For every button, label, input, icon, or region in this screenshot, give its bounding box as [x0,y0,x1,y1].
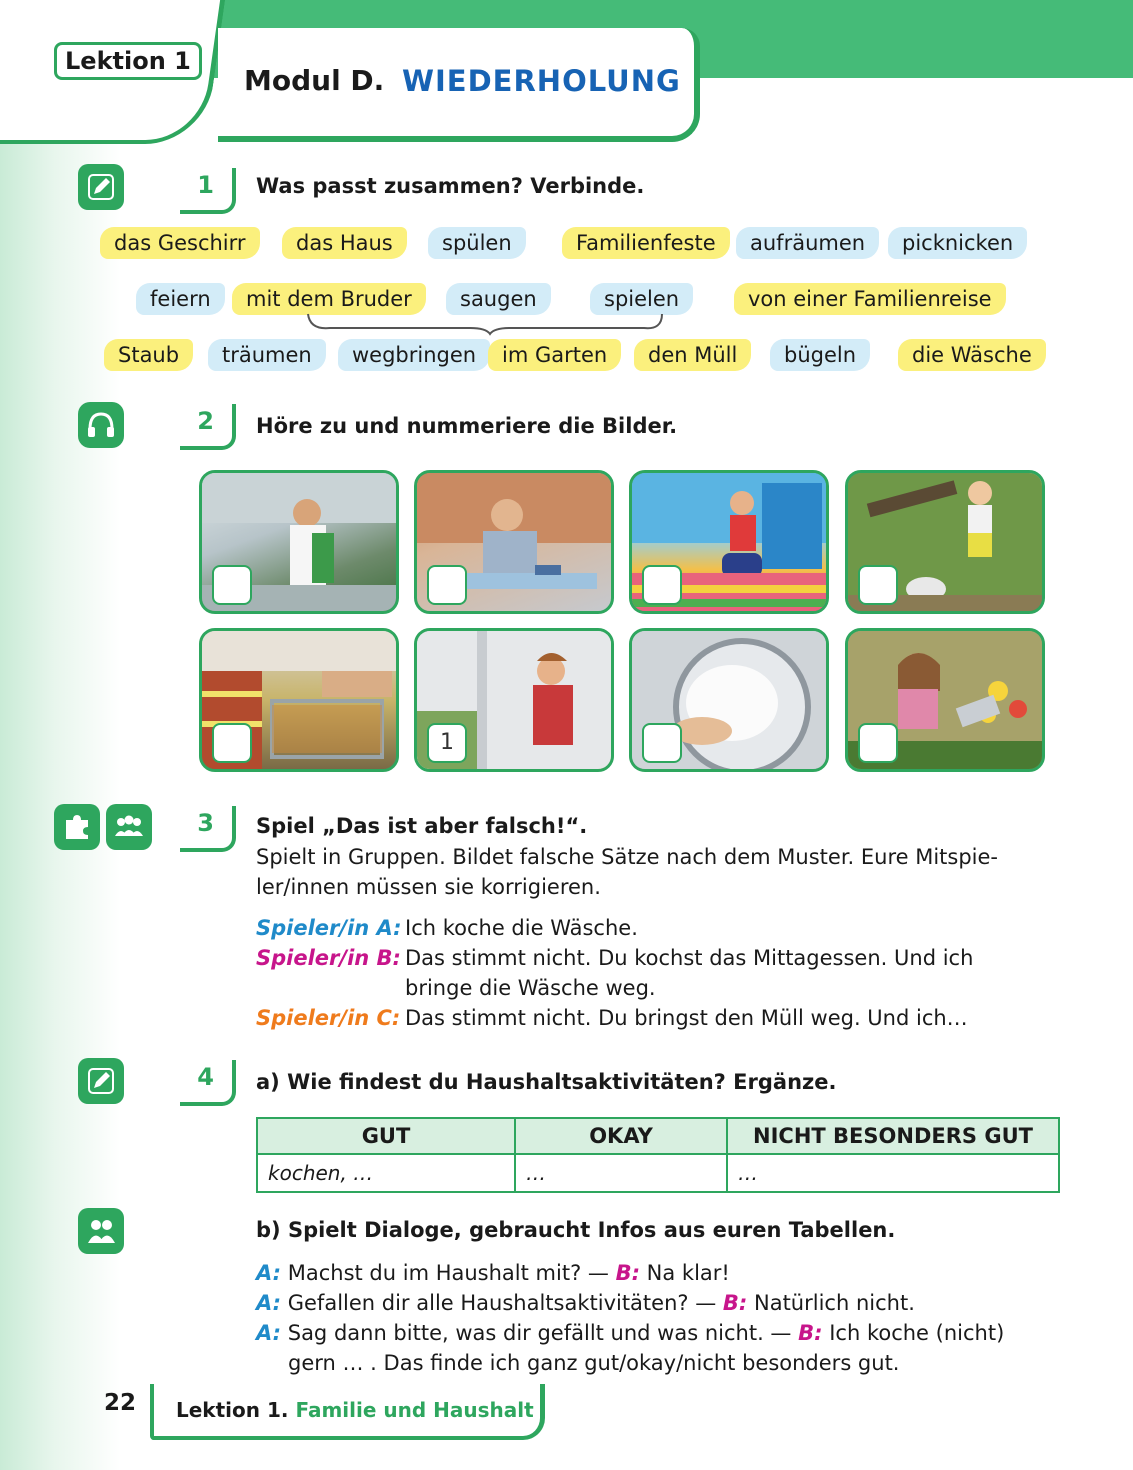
photo-washing-dishes [199,470,399,614]
exercise-4a-title: a) Wie findest du Haushaltsaktivitäten? Ergänze. [256,1070,837,1094]
lektion-badge: Lektion 1 [54,42,202,80]
word-chip: saugen [446,283,551,315]
word-chip: aufräumen [736,227,879,259]
speaker-c-text: Das stimmt nicht. Du bringst den Müll weg. Und ich… [405,1006,968,1030]
table-cell[interactable]: … [727,1154,1059,1192]
exercise-3-intro-line2: ler/innen müssen sie korrigieren. [256,875,601,899]
dialogue-line-3 [256,1318,1004,1348]
speaker-a-label: Spieler/in A: [256,916,402,940]
speaker-c-label: Spieler/in C: [256,1006,401,1030]
dialogue-a-text: Machst du im Haushalt mit? — [287,1261,609,1285]
page-number: 22 [104,1390,137,1416]
photo-vacuuming [629,470,829,614]
word-chip: bügeln [770,339,870,371]
photo-washing-machine [629,628,829,772]
dialogue-b-label: B: [615,1261,640,1285]
table-row [257,1154,1059,1192]
photo-shopping [199,628,399,772]
exercise-3-intro-line1: Spielt in Gruppen. Bildet falsche Sätze nach dem Muster. Eure Mitspie- [256,845,999,869]
dialogue-line-2 [256,1288,915,1318]
column-header-gut: GUT [257,1118,515,1154]
word-chip: Staub [104,339,193,371]
table-cell[interactable]: … [515,1154,727,1192]
speaker-b-text-line2: bringe die Wäsche weg. [405,976,656,1000]
dialogue-a-label: A: [256,1261,282,1285]
connection-bracket [306,310,666,336]
headphones-icon [78,402,124,448]
exercise-number-2: 2 [180,404,236,450]
footer-topic: Familie und Haushalt [295,1398,534,1422]
word-chip: den Müll [634,339,751,371]
exercise-number-1: 1 [180,168,236,214]
photo-number-box[interactable] [642,723,682,763]
page-title: WIEDERHOLUNG [402,64,681,98]
word-chip: mit dem Bruder [232,283,426,315]
speaker-b-text-line1: Das stimmt nicht. Du kochst das Mittagessen. Und ich [405,946,974,970]
photo-number-box[interactable] [212,723,252,763]
pair-icon [78,1208,124,1254]
exercise-4b-title: b) Spielt Dialoge, gebraucht Infos aus euren Tabellen. [256,1218,896,1242]
word-chip: das Haus [282,227,407,259]
speaker-a-text: Ich koche die Wäsche. [405,916,638,940]
column-header-okay: OKAY [515,1118,727,1154]
word-chip: feiern [136,283,225,315]
dialogue-a-text: Gefallen dir alle Haushaltsaktivitäten? — [287,1291,717,1315]
word-chip: das Geschirr [100,227,260,259]
dialogue-b-text: Ich koche (nicht) [829,1321,1005,1345]
photo-number-box[interactable] [858,723,898,763]
word-chip: Familienfeste [562,227,730,259]
exercise-2-title: Höre zu und nummeriere die Bilder. [256,414,678,438]
table-cell[interactable]: kochen, … [257,1154,515,1192]
footer-lektion: Lektion 1. [176,1398,289,1422]
exercise-number-4: 4 [180,1060,236,1106]
photo-number-box[interactable] [212,565,252,605]
word-chip: spülen [428,227,526,259]
exercise-number-3: 3 [180,806,236,852]
word-chip: die Wäsche [898,339,1046,371]
dialogue-a-label: A: [256,1321,282,1345]
photo-hanging-laundry [414,628,614,772]
puzzle-icon [54,804,100,850]
photo-number-box[interactable] [858,565,898,605]
photo-number-box[interactable] [642,565,682,605]
speaker-b-label: Spieler/in B: [256,946,401,970]
dialogue-b-label: B: [798,1321,823,1345]
word-chip: wegbringen [338,339,490,371]
dialogue-a-text: Sag dann bitte, was dir gefällt und was nicht. — [287,1321,792,1345]
photo-ironing [414,470,614,614]
word-chip: im Garten [488,339,621,371]
rating-table [256,1117,1060,1193]
photo-watering-flowers [845,628,1045,772]
modul-label: Modul D. [244,64,385,97]
table-header-row [257,1118,1059,1154]
pencil-icon [78,1058,124,1104]
group-icon [106,804,152,850]
dialogue-line-1 [256,1258,730,1288]
word-chip: träumen [208,339,326,371]
dialogue-b-text: Natürlich nicht. [754,1291,915,1315]
word-chip: picknicken [888,227,1027,259]
dialogue-b-text: Na klar! [646,1261,730,1285]
footer-label [176,1398,534,1422]
word-chip: von einer Familienreise [734,283,1006,315]
photo-number-box[interactable] [427,565,467,605]
column-header-nicht-besonders-gut: NICHT BESONDERS GUT [727,1118,1059,1154]
dialogue-a-label: A: [256,1291,282,1315]
photo-number-box[interactable]: 1 [427,723,467,763]
pencil-icon [78,164,124,210]
exercise-1-title: Was passt zusammen? Verbinde. [256,174,645,198]
word-chip: spielen [590,283,693,315]
dialogue-b-label: B: [722,1291,748,1315]
photo-playing-outside [845,470,1045,614]
dialogue-line-4: gern … . Das finde ich ganz gut/okay/nicht besonders gut. [288,1351,900,1375]
exercise-3-title: Spiel „Das ist aber falsch!“. [256,814,588,838]
